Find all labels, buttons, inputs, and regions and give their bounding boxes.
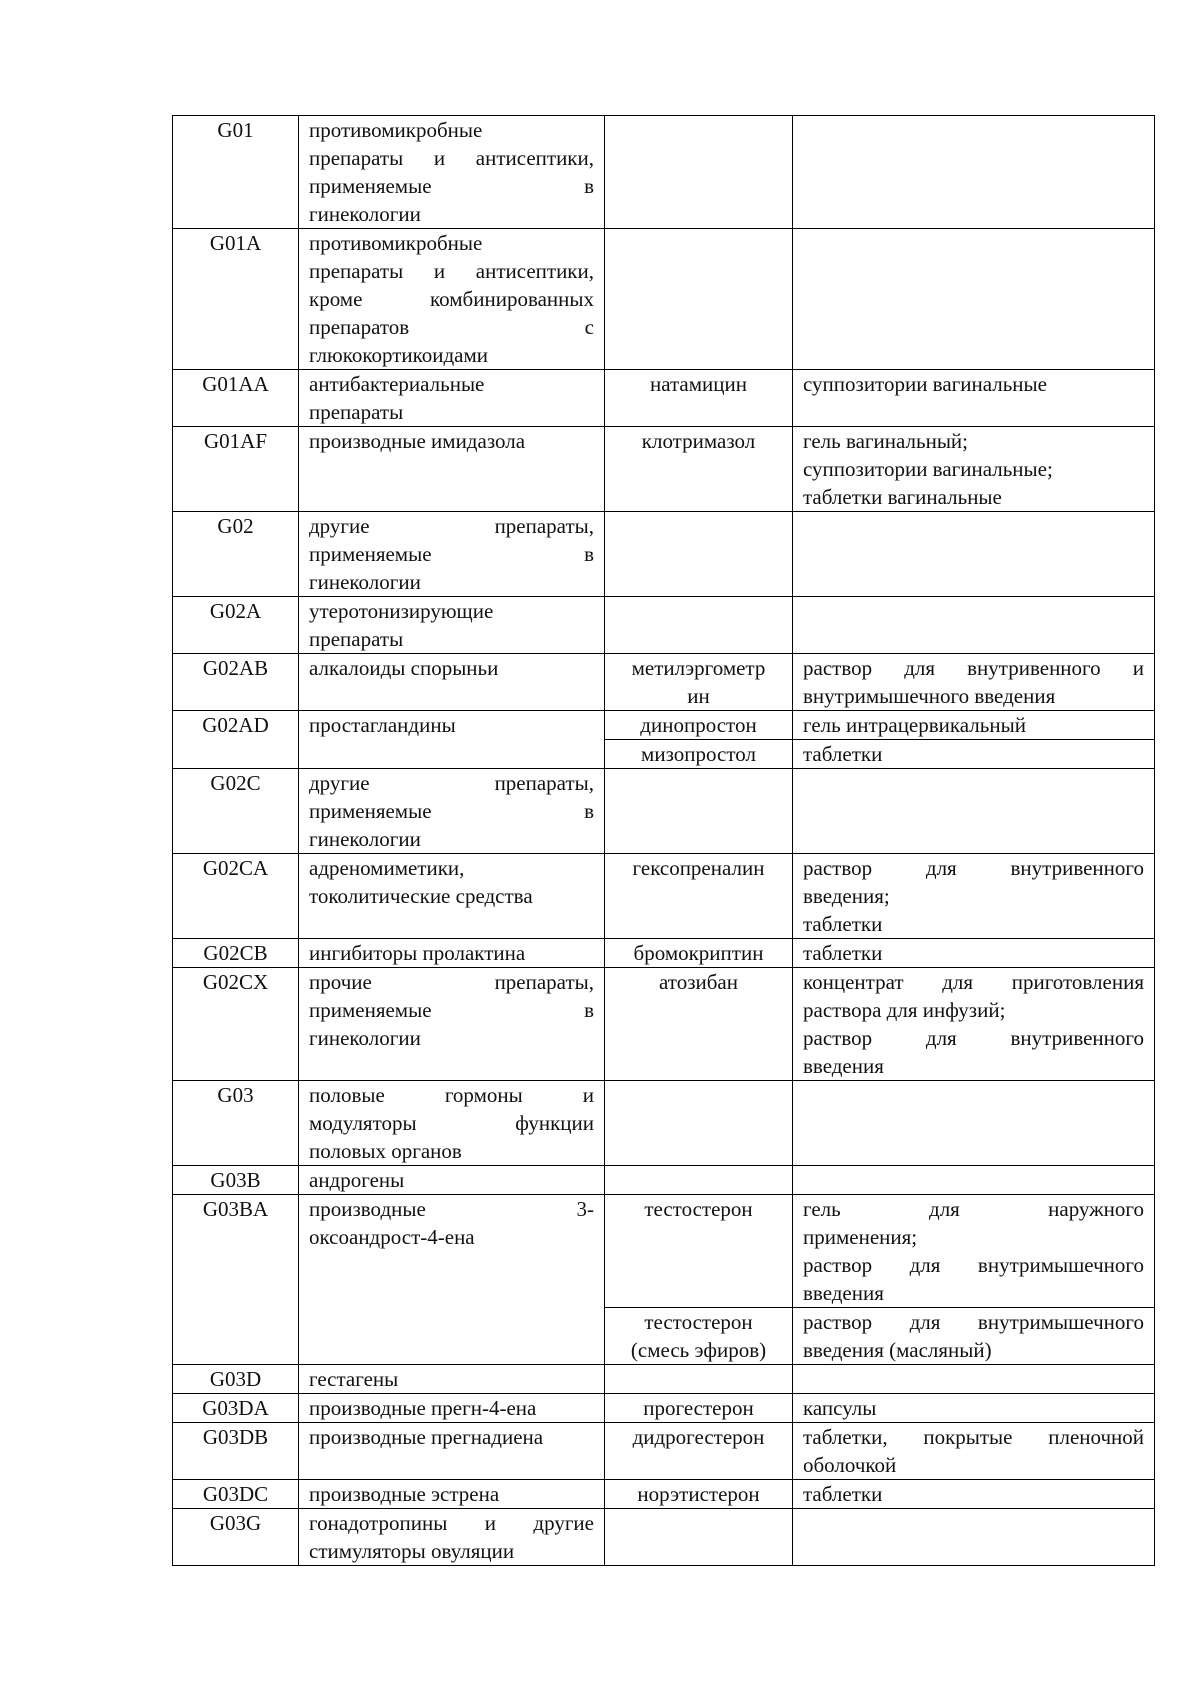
group-name-cell	[299, 654, 605, 711]
drug-name-line: мизопростол	[641, 742, 756, 766]
table-row	[173, 229, 1155, 370]
dosage-form-cell	[793, 512, 1155, 597]
table-row	[173, 427, 1155, 512]
atc-code: G03	[217, 1083, 254, 1107]
group-name-line: простагландины	[309, 713, 456, 737]
drug-name-line: клотримазол	[641, 429, 756, 453]
drug-name-cell	[605, 427, 793, 512]
atc-code-cell	[173, 1509, 299, 1566]
group-name-cell	[299, 854, 605, 939]
group-name-cell	[299, 597, 605, 654]
dosage-form-cell	[793, 427, 1155, 512]
drug-name-line: прогестерон	[643, 1396, 754, 1420]
atc-code-cell	[173, 1166, 299, 1195]
dosage-form-line: таблетки	[803, 941, 883, 965]
atc-code-cell	[173, 711, 299, 769]
table-row	[173, 769, 1155, 854]
group-name-cell	[299, 1081, 605, 1166]
drug-name-cell	[605, 116, 793, 229]
drug-name-cell	[605, 740, 793, 769]
group-name-line: половые гормоны и	[309, 1083, 594, 1107]
group-name-cell	[299, 1423, 605, 1480]
drug-name-line: метилэргометр	[631, 656, 766, 680]
atc-code: G01A	[209, 231, 262, 255]
drug-name-cell	[605, 1509, 793, 1566]
table-row	[173, 512, 1155, 597]
group-name-line: препараты	[309, 627, 404, 651]
table-row	[173, 1394, 1155, 1423]
drug-name-line: динопростон	[640, 713, 757, 737]
table-row	[173, 711, 1155, 740]
group-name-cell	[299, 968, 605, 1081]
drug-name-cell	[605, 1365, 793, 1394]
atc-code-cell	[173, 597, 299, 654]
drug-name-cell	[605, 854, 793, 939]
group-name-cell	[299, 1509, 605, 1566]
table-row	[173, 1166, 1155, 1195]
drug-name-cell	[605, 1308, 793, 1365]
drug-name-line: дидрогестерон	[632, 1425, 765, 1449]
group-name-line: гинекологии	[309, 202, 421, 226]
drug-name-line: ин	[687, 684, 710, 708]
group-name-line: препаратов с	[309, 315, 594, 339]
group-name-line: гестагены	[309, 1367, 399, 1391]
dosage-form-line: введения (масляный)	[803, 1338, 992, 1362]
group-name-line: противомикробные	[309, 231, 483, 255]
drug-name-line: тестостерон	[644, 1310, 753, 1334]
group-name-line: антибактериальные	[309, 372, 485, 396]
table-row	[173, 1480, 1155, 1509]
dosage-form-line: таблетки	[803, 912, 883, 936]
atc-code: G02AB	[202, 656, 269, 680]
atc-code-cell	[173, 654, 299, 711]
drug-name-cell	[605, 769, 793, 854]
group-name-line: применяемые в	[309, 542, 594, 566]
atc-code-cell	[173, 939, 299, 968]
dosage-form-cell	[793, 1365, 1155, 1394]
dosage-form-cell	[793, 968, 1155, 1081]
table-row	[173, 1509, 1155, 1566]
atc-code: G02AD	[202, 713, 269, 737]
dosage-form-cell	[793, 1195, 1155, 1308]
drug-name-cell	[605, 1081, 793, 1166]
table-row	[173, 370, 1155, 427]
dosage-form-line: введения	[803, 1281, 884, 1305]
drug-name-cell	[605, 939, 793, 968]
atc-code: G02C	[210, 771, 261, 795]
table-row	[173, 116, 1155, 229]
group-name-line: производные прегн-4-ена	[309, 1396, 537, 1420]
atc-code: G02	[217, 514, 254, 538]
dosage-form-cell	[793, 1480, 1155, 1509]
dosage-form-cell	[793, 1394, 1155, 1423]
group-name-line: гонадотропины и другие	[309, 1511, 594, 1535]
group-name-cell	[299, 427, 605, 512]
group-name-cell	[299, 512, 605, 597]
atc-code-cell	[173, 229, 299, 370]
group-name-line: производные прегнадиена	[309, 1425, 544, 1449]
group-name-line: препараты и антисептики,	[309, 146, 594, 170]
group-name-line: оксоандрост-4-ена	[309, 1225, 475, 1249]
group-name-line: токолитические средства	[309, 884, 533, 908]
group-name-line: производные имидазола	[309, 429, 526, 453]
drug-name-cell	[605, 1166, 793, 1195]
atc-code-cell	[173, 769, 299, 854]
group-name-cell	[299, 116, 605, 229]
atc-code: G01AF	[203, 429, 267, 453]
group-name-cell	[299, 939, 605, 968]
dosage-form-line: суппозитории вагинальные	[803, 372, 1047, 396]
dosage-form-cell	[793, 711, 1155, 740]
dosage-form-line: раствор для внутривенного	[803, 1026, 1144, 1050]
group-name-line: производные 3-	[309, 1197, 594, 1221]
atc-code-cell	[173, 968, 299, 1081]
drug-name-cell	[605, 968, 793, 1081]
dosage-form-cell	[793, 597, 1155, 654]
atc-code: G01	[217, 118, 254, 142]
group-name-line: модуляторы функции	[309, 1111, 594, 1135]
group-name-line: утеротонизирующие	[309, 599, 494, 623]
group-name-line: гинекологии	[309, 1026, 421, 1050]
group-name-line: применяемые в	[309, 174, 594, 198]
atc-code-cell	[173, 1394, 299, 1423]
drug-name-cell	[605, 1394, 793, 1423]
table-row	[173, 597, 1155, 654]
dosage-form-line: таблетки	[803, 1482, 883, 1506]
atc-code: G03D	[209, 1367, 262, 1391]
drug-name-line: натамицин	[649, 372, 747, 396]
dosage-form-cell	[793, 769, 1155, 854]
drug-name-cell	[605, 597, 793, 654]
dosage-form-line: таблетки, покрытые пленочной	[803, 1425, 1144, 1449]
group-name-cell	[299, 1195, 605, 1365]
atc-code: G03BA	[202, 1197, 269, 1221]
drug-name-line: атозибан	[659, 970, 738, 994]
dosage-form-line: суппозитории вагинальные;	[803, 457, 1053, 481]
group-name-cell	[299, 370, 605, 427]
drug-name-line: гексопреналин	[632, 856, 765, 880]
drug-name-cell	[605, 370, 793, 427]
atc-code: G02CB	[203, 941, 268, 965]
group-name-cell	[299, 1166, 605, 1195]
dosage-form-line: введения	[803, 1054, 884, 1078]
group-name-line: производные эстрена	[309, 1482, 500, 1506]
table-row	[173, 1081, 1155, 1166]
drug-name-cell	[605, 512, 793, 597]
atc-code-cell	[173, 427, 299, 512]
atc-code: G01AA	[202, 372, 269, 396]
atc-code-cell	[173, 1480, 299, 1509]
dosage-form-cell	[793, 1166, 1155, 1195]
table-row	[173, 854, 1155, 939]
atc-code-cell	[173, 1423, 299, 1480]
dosage-form-cell	[793, 740, 1155, 769]
dosage-form-line: раствор для внутримышечного	[803, 1253, 1144, 1277]
atc-code-cell	[173, 1365, 299, 1394]
table-body	[173, 116, 1155, 1566]
dosage-form-line: применения;	[803, 1225, 918, 1249]
dosage-form-line: раствор для внутримышечного	[803, 1310, 1144, 1334]
atc-code-cell	[173, 116, 299, 229]
dosage-form-line: гель для наружного	[803, 1197, 1144, 1221]
group-name-line: глюкокортикоидами	[309, 343, 489, 367]
atc-code: G02A	[209, 599, 262, 623]
group-name-line: применяемые в	[309, 799, 594, 823]
drug-name-cell	[605, 229, 793, 370]
group-name-line: гинекологии	[309, 827, 421, 851]
dosage-form-line: таблетки	[803, 742, 883, 766]
group-name-line: гинекологии	[309, 570, 421, 594]
table-row	[173, 1195, 1155, 1308]
dosage-form-cell	[793, 370, 1155, 427]
dosage-form-cell	[793, 1423, 1155, 1480]
group-name-line: применяемые в	[309, 998, 594, 1022]
group-name-line: стимуляторы овуляции	[309, 1539, 515, 1563]
table-row	[173, 939, 1155, 968]
group-name-cell	[299, 229, 605, 370]
group-name-cell	[299, 1394, 605, 1423]
group-name-line: другие препараты,	[309, 771, 594, 795]
group-name-cell	[299, 1365, 605, 1394]
group-name-cell	[299, 769, 605, 854]
group-name-line: алкалоиды спорыньи	[309, 656, 499, 680]
atc-code: G02CA	[202, 856, 269, 880]
drug-name-line: (смесь эфиров)	[630, 1338, 767, 1362]
drug-name-cell	[605, 711, 793, 740]
dosage-form-cell	[793, 1509, 1155, 1566]
atc-code: G03B	[210, 1168, 261, 1192]
drug-name-line: норэтистерон	[637, 1482, 760, 1506]
atc-code: G03DC	[202, 1482, 269, 1506]
group-name-line: адреномиметики,	[309, 856, 465, 880]
atc-code-cell	[173, 1081, 299, 1166]
drug-name-cell	[605, 654, 793, 711]
dosage-form-line: оболочкой	[803, 1453, 897, 1477]
table-row	[173, 968, 1155, 1081]
atc-code: G03G	[209, 1511, 262, 1535]
group-name-line: препараты и антисептики,	[309, 259, 594, 283]
drug-name-line: бромокриптин	[633, 941, 764, 965]
dosage-form-line: введения;	[803, 884, 890, 908]
group-name-line: половых органов	[309, 1139, 462, 1163]
dosage-form-cell	[793, 939, 1155, 968]
dosage-form-line: гель интрацервикальный	[803, 713, 1026, 737]
dosage-form-cell	[793, 854, 1155, 939]
group-name-line: другие препараты,	[309, 514, 594, 538]
atc-code: G03DA	[202, 1396, 269, 1420]
dosage-form-line: концентрат для приготовления	[803, 970, 1144, 994]
dosage-form-cell	[793, 116, 1155, 229]
drug-name-cell	[605, 1480, 793, 1509]
group-name-line: препараты	[309, 400, 404, 424]
dosage-form-line: таблетки вагинальные	[803, 485, 1002, 509]
group-name-line: ингибиторы пролактина	[309, 941, 526, 965]
atc-code-cell	[173, 854, 299, 939]
table-row	[173, 1423, 1155, 1480]
table-row	[173, 1365, 1155, 1394]
dosage-form-line: гель вагинальный;	[803, 429, 968, 453]
atc-code-cell	[173, 512, 299, 597]
atc-code-cell	[173, 1195, 299, 1365]
dosage-form-line: раствора для инфузий;	[803, 998, 1006, 1022]
group-name-line: противомикробные	[309, 118, 483, 142]
dosage-form-cell	[793, 1308, 1155, 1365]
drug-classification-table	[172, 115, 1155, 1566]
atc-code: G02CX	[202, 970, 269, 994]
drug-name-line: тестостерон	[644, 1197, 753, 1221]
group-name-line: кроме комбинированных	[309, 287, 594, 311]
dosage-form-line: раствор для внутривенного и	[803, 656, 1144, 680]
group-name-cell	[299, 1480, 605, 1509]
group-name-cell	[299, 711, 605, 769]
dosage-form-cell	[793, 1081, 1155, 1166]
group-name-line: прочие препараты,	[309, 970, 594, 994]
drug-name-cell	[605, 1423, 793, 1480]
drug-name-cell	[605, 1195, 793, 1308]
atc-code-cell	[173, 370, 299, 427]
table-row	[173, 654, 1155, 711]
dosage-form-line: внутримышечного введения	[803, 684, 1056, 708]
dosage-form-cell	[793, 229, 1155, 370]
dosage-form-line: капсулы	[803, 1396, 877, 1420]
atc-code: G03DB	[202, 1425, 269, 1449]
dosage-form-line: раствор для внутривенного	[803, 856, 1144, 880]
group-name-line: андрогены	[309, 1168, 405, 1192]
dosage-form-cell	[793, 654, 1155, 711]
